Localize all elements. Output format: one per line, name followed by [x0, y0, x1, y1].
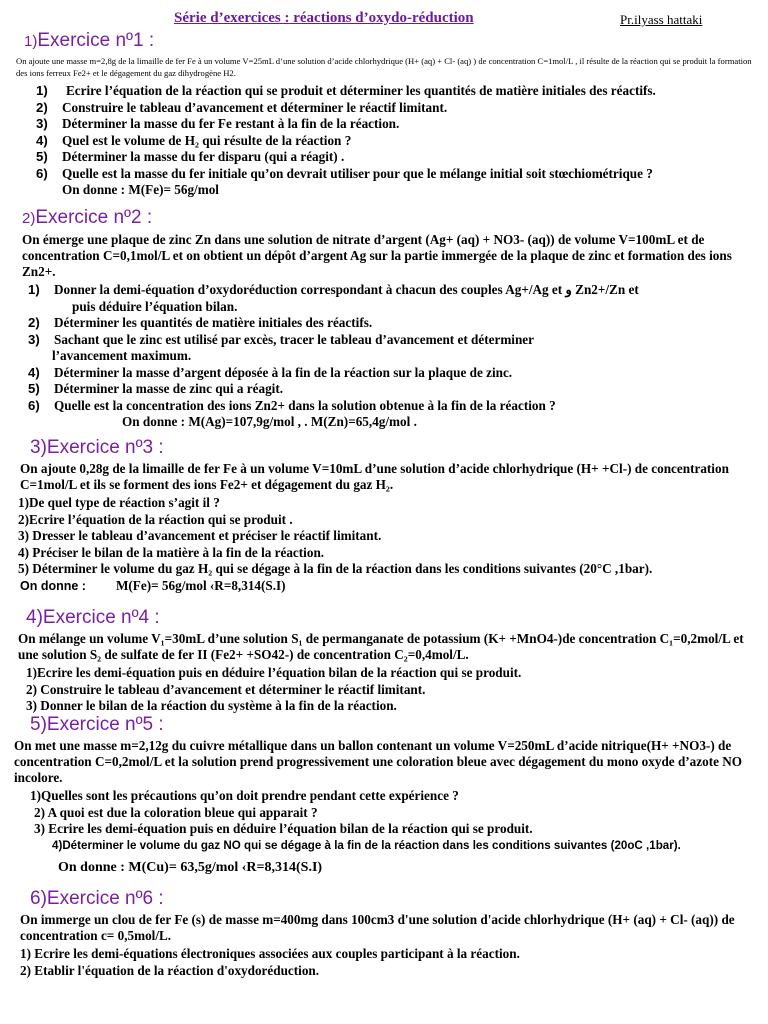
question-item: 1) Donner la demi-équation d’oxydoréduction correspondant à chacun des couples Ag+/Ag et و Zn2+/Zn et — [28, 282, 639, 297]
question-item: 4) Déterminer la masse d’argent déposée à la fin de la réaction sur la plaque de zinc. — [28, 364, 513, 380]
question-item: 1)De quel type de réaction s’agit il ? — [18, 495, 220, 510]
exercise-statement: On ajoute une masse m=2,8g de la limaille de fer Fe à un volume V=25mL d’une solution d’acide chlorhydrique (H+ (aq) + Cl- (aq) ) de concentration C=1mol/L , il résulte de la réaction qui se produit la formation des ions ferreux Fe2+ et le dégagement du gaz dihydrogène H2. — [16, 56, 752, 78]
question-item: 1) Ecrire les demi-équations électroniques associées aux couples participant à la réaction. — [20, 946, 520, 961]
question-list — [36, 83, 768, 182]
exercise-3 — [0, 437, 768, 594]
exercise-6 — [0, 888, 768, 979]
given-data: On donne : M(Ag)=107,9g/mol , . M(Zn)=65,4g/mol . — [122, 414, 417, 429]
exercise-title: 3)Exercice nº3 : — [30, 437, 164, 458]
exercise-1 — [0, 30, 768, 198]
question-list — [30, 788, 768, 854]
page-header — [0, 10, 768, 30]
question-item: 1)Ecrire les demi-équation puis en déduire l’équation bilan de la réaction qui se produit. — [26, 665, 522, 680]
question-list — [20, 946, 768, 979]
exercise-2 — [0, 207, 768, 430]
question-item: 5) Déterminer la masse du fer disparu (qui a réagit) . — [36, 149, 345, 164]
document-title: Série d’exercices : réactions d’oxydo-réduction — [174, 10, 474, 26]
question-item: 6) Quelle est la concentration des ions Zn2+ dans la solution obtenue à la fin de la réaction ? — [28, 397, 556, 413]
exercise-statement: On émerge une plaque de zinc Zn dans une solution de nitrate d’argent (Ag+ (aq) + NO3- (aq)) de volume V=100mL et de concentration C=0,1mol/L et on obtient un dépôt d’argent Ag sur la partie immergée de la plaque de zinc et formation des ions Zn2+. — [22, 232, 732, 279]
question-item: 4) Préciser le bilan de la matière à la fin de la réaction. — [18, 544, 325, 560]
question-item: 5) Déterminer le volume du gaz H₂ qui se dégage à la fin de la réaction dans les conditions suivantes (20°C ,1bar). — [18, 561, 653, 576]
question-item: 5) Déterminer la masse de zinc qui a réagit. — [28, 381, 284, 396]
question-item: 2) Etablir l'équation de la réaction d'oxydoréduction. — [20, 962, 320, 978]
question-item: 4)Déterminer le volume du gaz NO qui se dégage à la fin de la réaction dans les conditions suivantes (20oC ,1bar). — [52, 838, 681, 852]
question-item: 3) Ecrire les demi-équation puis en déduire l’équation bilan de la réaction qui se produit. — [34, 821, 533, 836]
exercise-5 — [0, 714, 768, 876]
question-list — [28, 282, 768, 414]
question-item: 2) Construire le tableau d’avancement et déterminer le réactif limitant. — [36, 99, 448, 115]
question-item: 1)Quelles sont les précautions qu’on doit prendre pendant cette expérience ? — [30, 788, 459, 803]
question-item: 2) Déterminer les quantités de matière initiales des réactifs. — [28, 315, 373, 330]
question-item: 3) Dresser le tableau d’avancement et préciser le réactif limitant. — [18, 528, 382, 543]
question-item: 3) Sachant que le zinc est utilisé par excès, tracer le tableau d’avancement et déterminer — [28, 331, 535, 347]
exercise-statement: On mélange un volume V₁=30mL d’une solution S₁ de permanganate de potassium (K+ +MnO4-)de concentration C₁=0,2mol/L et une solution S₂ de sulfate de fer II (Fe2+ +SO42-) de concentration C₂=0,4mol/L. — [18, 631, 744, 662]
question-item: 2)Ecrire l’équation de la réaction qui se produit . — [18, 511, 293, 527]
question-item: puis déduire l’équation bilan. — [72, 298, 238, 314]
question-item: 2) A quoi est due la coloration bleue qui apparait ? — [34, 804, 318, 820]
given-data: On donne : M(Fe)= 56g/mol ‹R=8,314(S.I) — [20, 577, 286, 593]
question-item: 4) Quel est le volume de H₂ qui résulte de la réaction ? — [36, 132, 352, 148]
given-data: On donne : M(Cu)= 63,5g/mol ‹R=8,314(S.I) — [58, 860, 323, 875]
exercise-4 — [0, 607, 768, 715]
given-data: On donne : M(Fe)= 56g/mol — [62, 182, 219, 197]
exercise-title: 6)Exercice nº6 : — [30, 888, 164, 909]
question-item: 3) Donner le bilan de la réaction du système à la fin de la réaction. — [26, 698, 397, 713]
exercise-title: 5)Exercice nº5 : — [30, 714, 164, 735]
question-list — [18, 495, 768, 578]
question-list — [26, 665, 768, 715]
question-item: l’avancement maximum. — [52, 348, 192, 363]
exercise-statement: On ajoute 0,28g de la limaille de fer Fe à un volume V=10mL d’une solution d’acide chlorhydrique (H+ +Cl-) de concentration C=1mol/L et ils se forment des ions Fe2+ et dégagement du gaz H₂. — [20, 461, 729, 492]
exercise-statement: On met une masse m=2,12g du cuivre métallique dans un ballon contenant un volume V=250mL d’acide nitrique(H+ +NO3-) de concentration C=0,2mol/L et la solution prend progressivement une coloration bleue avec dégagement du mono oxyde d’azote NO incolore. — [14, 738, 743, 785]
exercise-title: 1)Exercice nº1 : — [24, 30, 155, 51]
exercise-statement: On immerge un clou de fer Fe (s) de masse m=400mg dans 100cm3 d'une solution d'acide chlorhydrique (H+ (aq) + Cl- (aq)) de concentration c= 0,5mol/L. — [20, 912, 735, 943]
question-item: 1) Ecrire l’équation de la réaction qui se produit et déterminer les quantités de matière initiales des réactifs. — [36, 83, 656, 98]
exercise-title: 2)Exercice nº2 : — [22, 207, 153, 228]
question-item: 3) Déterminer la masse du fer Fe restant à la fin de la réaction. — [36, 116, 400, 131]
author-name: Pr.ilyass hattaki — [620, 12, 703, 27]
question-item: 2) Construire le tableau d’avancement et déterminer le réactif limitant. — [26, 681, 426, 697]
question-item: 6) Quelle est la masse du fer initiale qu’on devrait utiliser pour que le mélange initial soit stœchiométrique ? — [36, 165, 653, 181]
exercise-title: 4)Exercice nº4 : — [26, 607, 160, 628]
